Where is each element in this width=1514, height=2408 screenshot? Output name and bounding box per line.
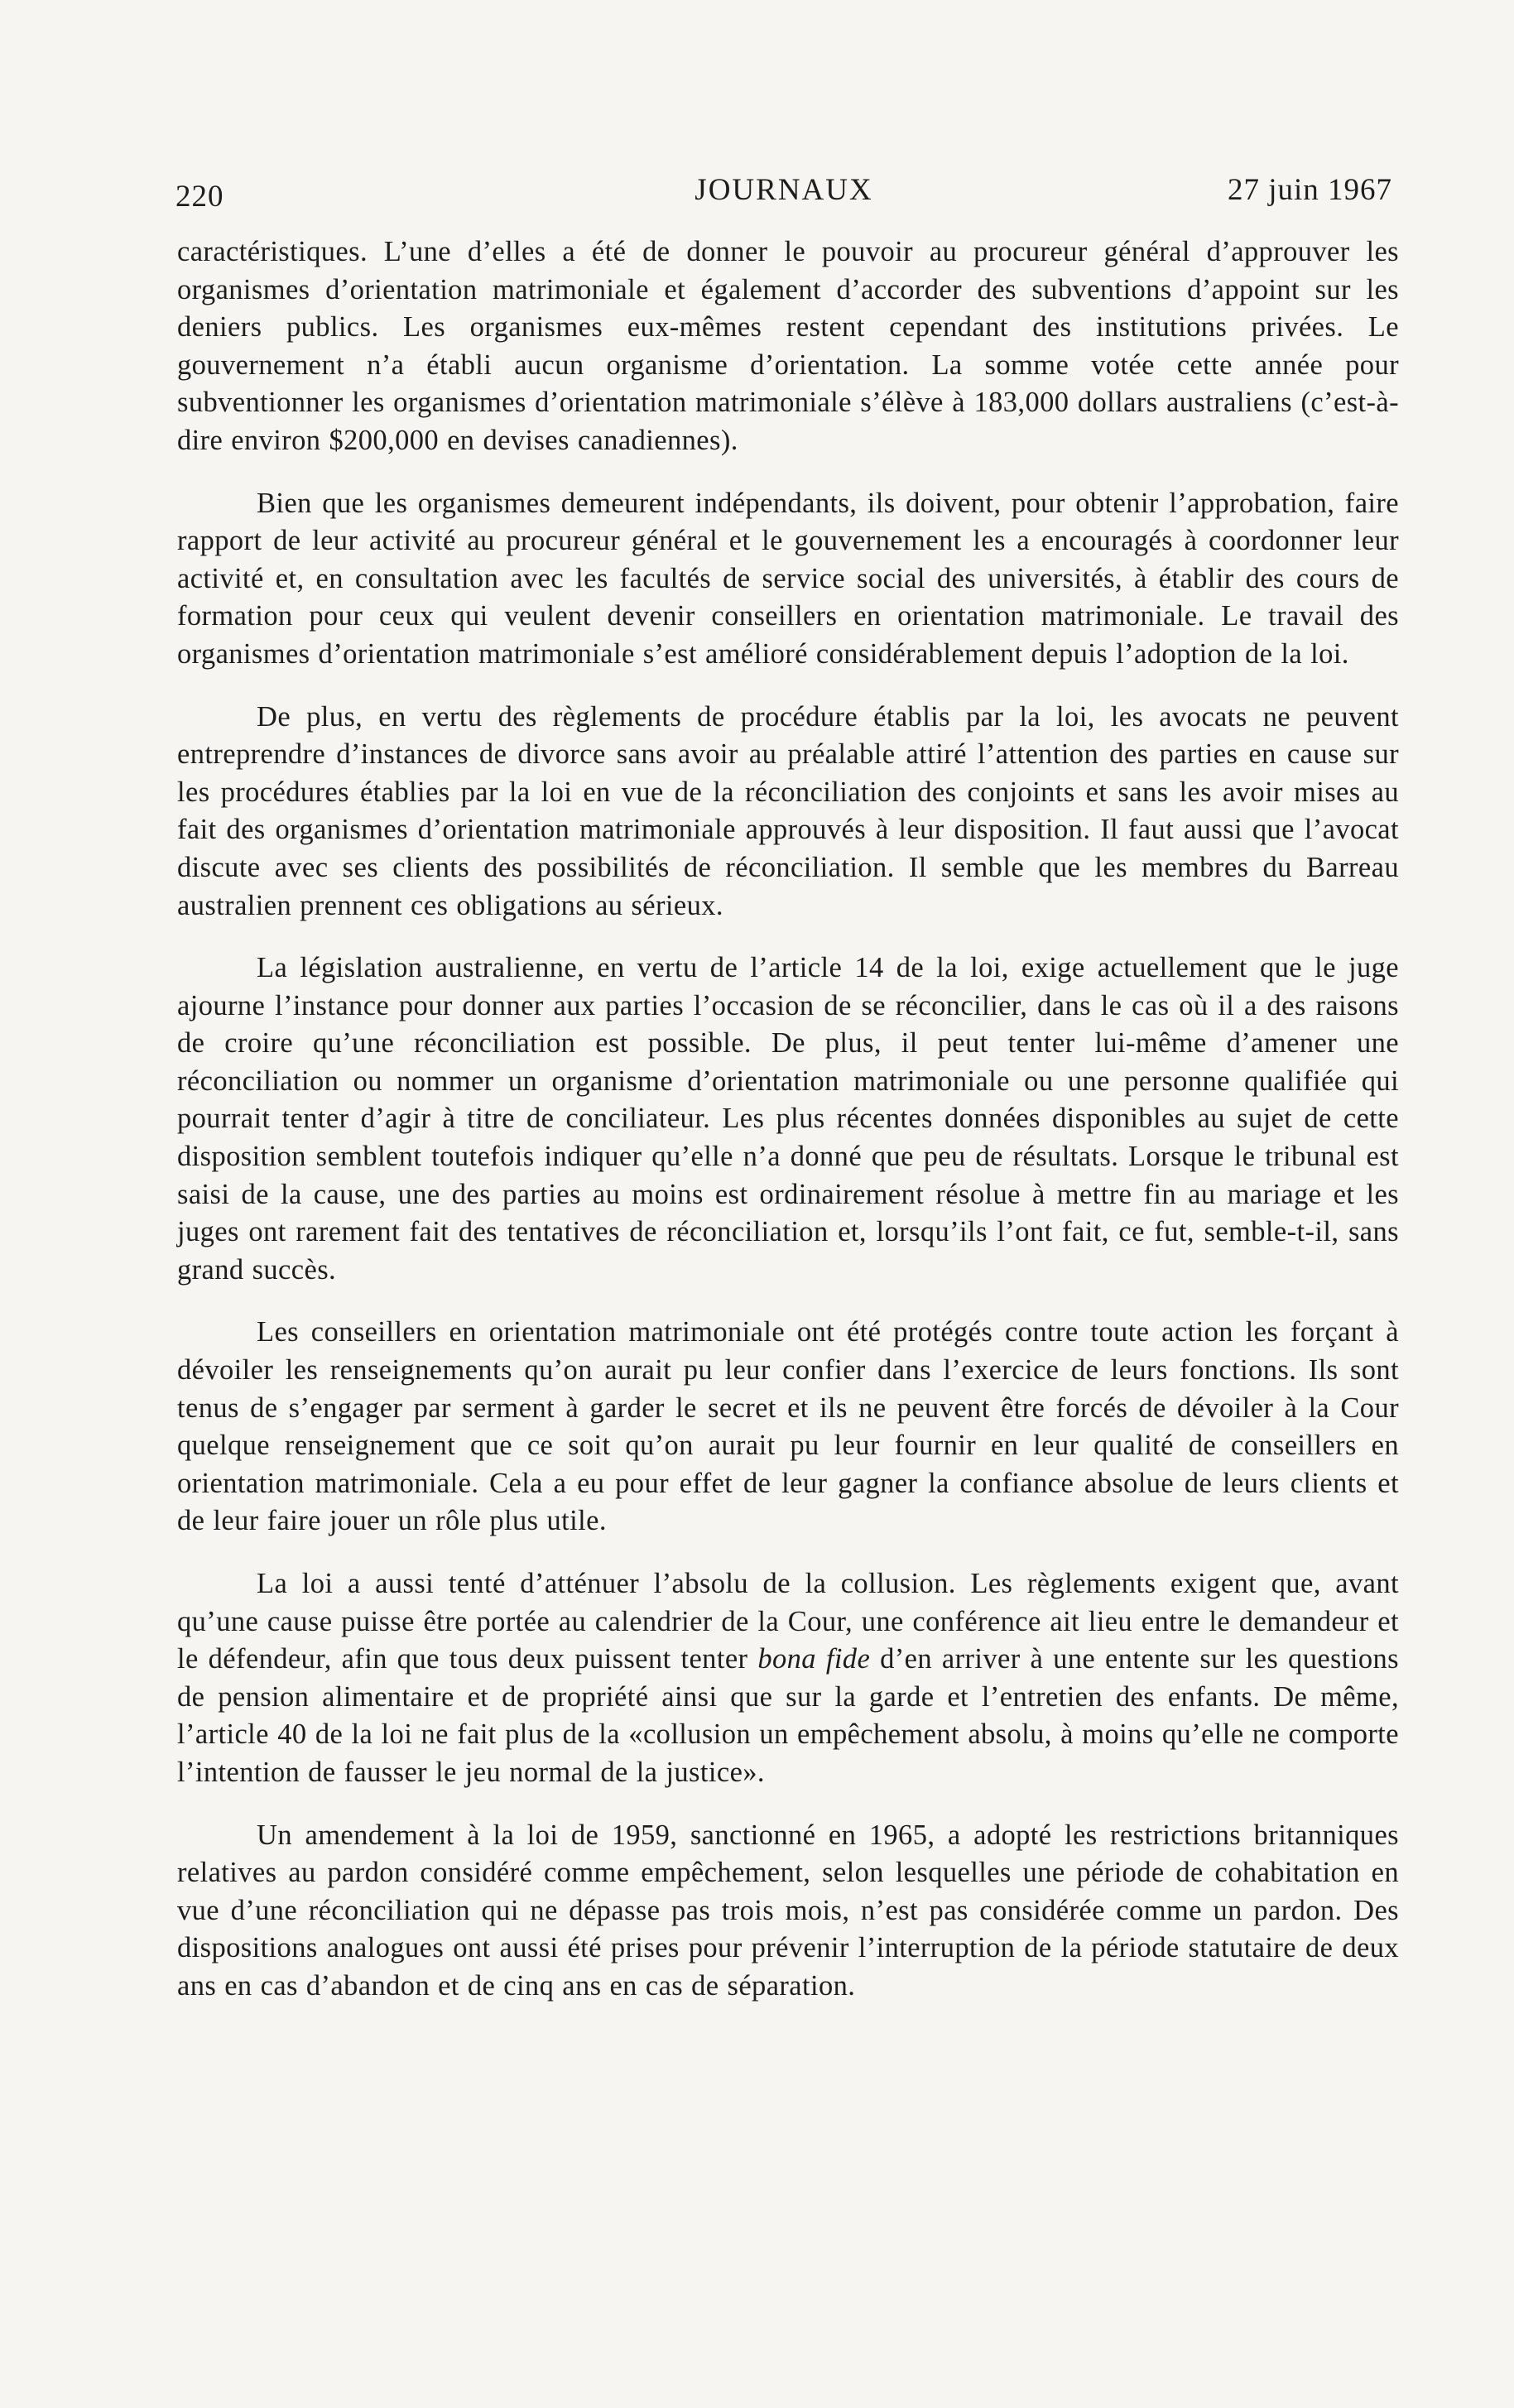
page-header [175,172,1392,222]
page-number: 220 [175,180,224,214]
paragraph-4: La législation australienne, en vertu de l’article 14 de la loi, exige actuellement que le juge ajourne l’instance pour donner aux parties l’occasion de se réconcilier, dans le cas où il a des raisons de croire qu’une réconciliation est possible. De plus, il peut tenter lui-même d’amener une réconciliation ou nommer un organisme d’orientation matrimoniale ou une personne qualifiée qui pourrait tenter d’agir à titre de conciliateur. Les plus récentes données disponibles au sujet de cette disposition semblent toutefois indiquer qu’elle n’a donné que peu de résultats. Lorsque le tribunal est saisi de la cause, une des parties au moins est ordinairement résolue à mettre fin au mariage et les juges ont rarement fait des tentatives de réconciliation et, lorsqu’ils l’ont fait, ce fut, semble-t-il, sans grand succès. [177,952,1399,1286]
paragraph-6 [177,1565,1399,1792]
latin-phrase: bona fide [757,1643,871,1675]
paragraph-6-text-end: d’en arriver à une entente sur les questions de pension alimentaire et de propriété ainsi que sur la garde et l’entretien des enfants. De même, l’article 40 de la loi ne fait plus de la «collusion un empêchement absolu, à moins qu’elle ne comporte l’intention de fausser le jeu normal de la justice». [177,1643,1399,1788]
issue-date: 27 juin 1967 [1227,173,1392,207]
paragraph-7: Un amendement à la loi de 1959, sanctionné en 1965, a adopté les restrictions britanniques relatives au pardon considéré comme empêchement, selon lesquelles une période de cohabitation en vue d’une réconciliation qui ne dépasse pas trois mois, n’est pas considérée comme un pardon. Des dispositions analogues ont aussi été prises pour prévenir l’interruption de la période statutaire de deux ans en cas d’abandon et de cinq ans en cas de séparation. [177,1819,1399,2002]
paragraph-1: caractéristiques. L’une d’elles a été de donner le pouvoir au procureur général d’approuver les organismes d’orientation matrimoniale et également d’accorder des subventions d’appoint sur les deniers publics. Les organismes eux-mêmes restent cependant des institutions privées. Le gouvernement n’a établi aucun organisme d’orientation. La somme votée cette année pour subventionner les organismes d’orientation matrimoniale s’élève à 183,000 dollars australiens (c’est-à-dire environ $200,000 en devises canadiennes). [177,236,1399,456]
paragraph-3: De plus, en vertu des règlements de procédure établis par la loi, les avocats ne peuvent entreprendre d’instances de divorce sans avoir au préalable attiré l’attention des parties en cause sur les procédures établies par la loi en vue de la réconciliation des conjoints et sans les avoir mises au fait des organismes d’orientation matrimoniale approuvés à leur disposition. Il faut aussi que l’avocat discute avec ses clients des possibilités de réconciliation. Il semble que les membres du Barreau australien prennent ces obligations au sérieux. [177,700,1399,921]
running-title: JOURNAUX [695,173,873,207]
paragraph-6-text-start: La loi a aussi tenté d’atténuer l’absolu de la collusion. Les règlements exigent que, avant qu’une cause puisse être portée au calendrier de la Cour, une conférence ait lieu entre le demandeur et le défendeur, afin que tous deux puissent tenter [177,1568,1399,1675]
paragraph-5: Les conseillers en orientation matrimoniale ont été protégés contre toute action les forçant à dévoiler les renseignements qu’on aurait pu leur confier dans l’exercice de leurs fonctions. Ils sont tenus de s’engager par serment à garder le secret et ils ne peuvent être forcés de dévoiler à la Cour quelque renseignement que ce soit qu’on aurait pu leur fournir en leur qualité de conseillers en orientation matrimoniale. Cela a eu pour effet de leur gagner la confiance absolue de leurs clients et de leur faire jouer un rôle plus utile. [177,1316,1399,1537]
body-text [177,233,1399,2031]
paragraph-2: Bien que les organismes demeurent indépendants, ils doivent, pour obtenir l’approbation, faire rapport de leur activité au procureur général et le gouvernement les a encouragés à coordonner leur activité et, en consultation avec les facultés de service social des universités, à établir des cours de formation pour ceux qui veulent devenir conseillers en orientation matrimoniale. Le travail des organismes d’orientation matrimoniale s’est amélioré considérablement depuis l’adoption de la loi. [177,487,1399,670]
